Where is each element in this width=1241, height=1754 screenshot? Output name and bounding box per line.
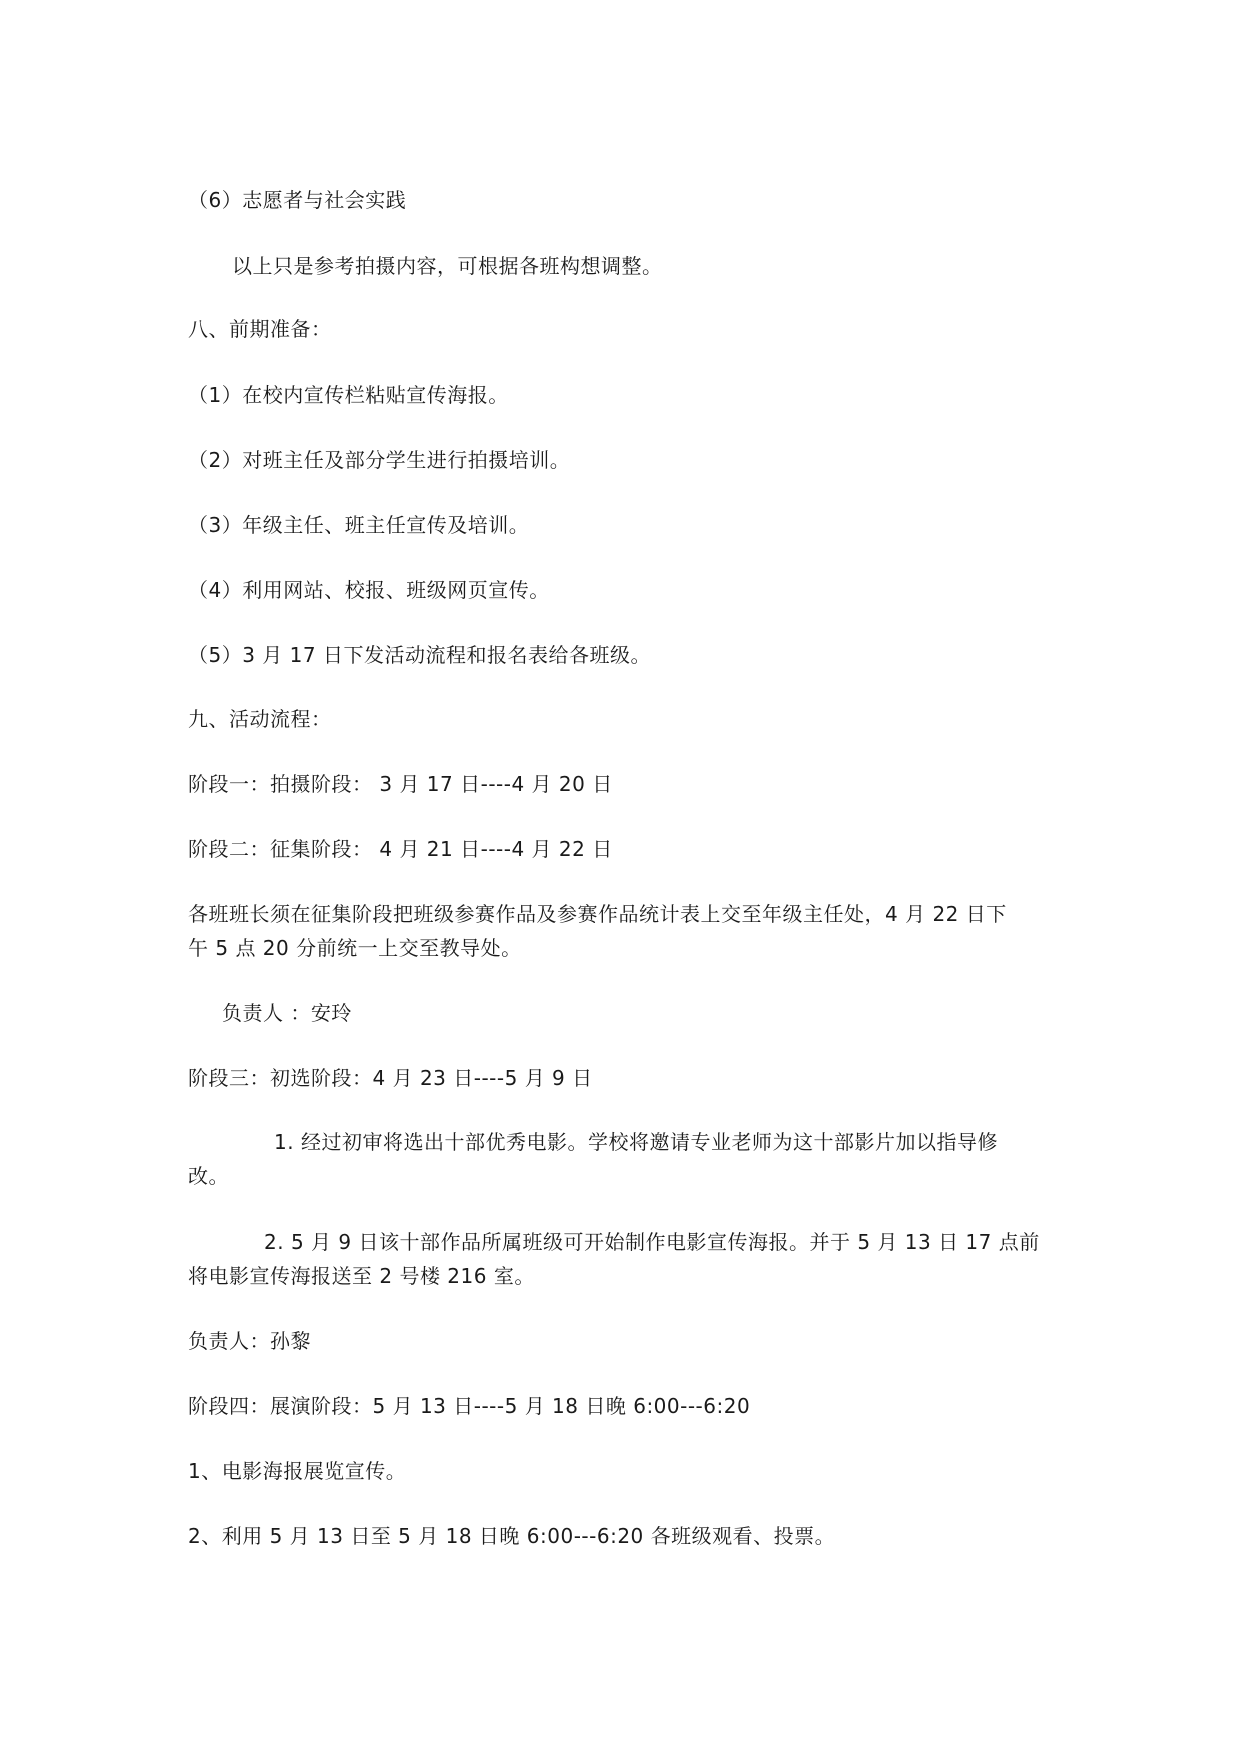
stage-line: 阶段三：初选阶段：4 月 23 日----5 月 9 日	[188, 1066, 593, 1090]
text-line: 1. 经过初审将选出十部优秀电影。学校将邀请专业老师为这十部影片加以指导修	[274, 1130, 998, 1154]
list-item: （4）利用网站、校报、班级网页宣传。	[188, 578, 550, 602]
list-item: 1、电影海报展览宣传。	[188, 1459, 407, 1483]
list-item: （1）在校内宣传栏粘贴宣传海报。	[188, 383, 509, 407]
text-line: 各班班长须在征集阶段把班级参赛作品及参赛作品统计表上交至年级主任处，4 月 22 日下	[188, 902, 1007, 926]
text-line: （6）志愿者与社会实践	[188, 188, 407, 212]
list-item: （2）对班主任及部分学生进行拍摄培训。	[188, 448, 571, 472]
list-item: （5）3 月 17 日下发活动流程和报名表给各班级。	[188, 643, 651, 667]
text-line: 改。	[188, 1164, 229, 1188]
section-heading: 八、前期准备：	[188, 317, 332, 341]
person-in-charge: 负责人 ：安玲	[222, 1001, 352, 1025]
text-line: 将电影宣传海报送至 2 号楼 216 室。	[188, 1264, 535, 1288]
stage-line: 阶段四：展演阶段：5 月 13 日----5 月 18 日晚 6:00---6:20	[188, 1394, 751, 1418]
text-line: 以上只是参考拍摄内容，可根据各班构想调整。	[232, 254, 663, 278]
text-line: 2. 5 月 9 日该十部作品所属班级可开始制作电影宣传海报。并于 5 月 13 日 17 点前	[264, 1230, 1040, 1254]
person-in-charge: 负责人：孙黎	[188, 1329, 311, 1353]
stage-line: 阶段一：拍摄阶段： 3 月 17 日----4 月 20 日	[188, 772, 613, 796]
list-item: （3）年级主任、班主任宣传及培训。	[188, 513, 530, 537]
section-heading: 九、活动流程：	[188, 707, 332, 731]
list-item: 2、利用 5 月 13 日至 5 月 18 日晚 6:00---6:20 各班级观看、投票。	[188, 1524, 836, 1548]
text-line: 午 5 点 20 分前统一上交至教导处。	[188, 936, 522, 960]
stage-line: 阶段二：征集阶段： 4 月 21 日----4 月 22 日	[188, 837, 613, 861]
